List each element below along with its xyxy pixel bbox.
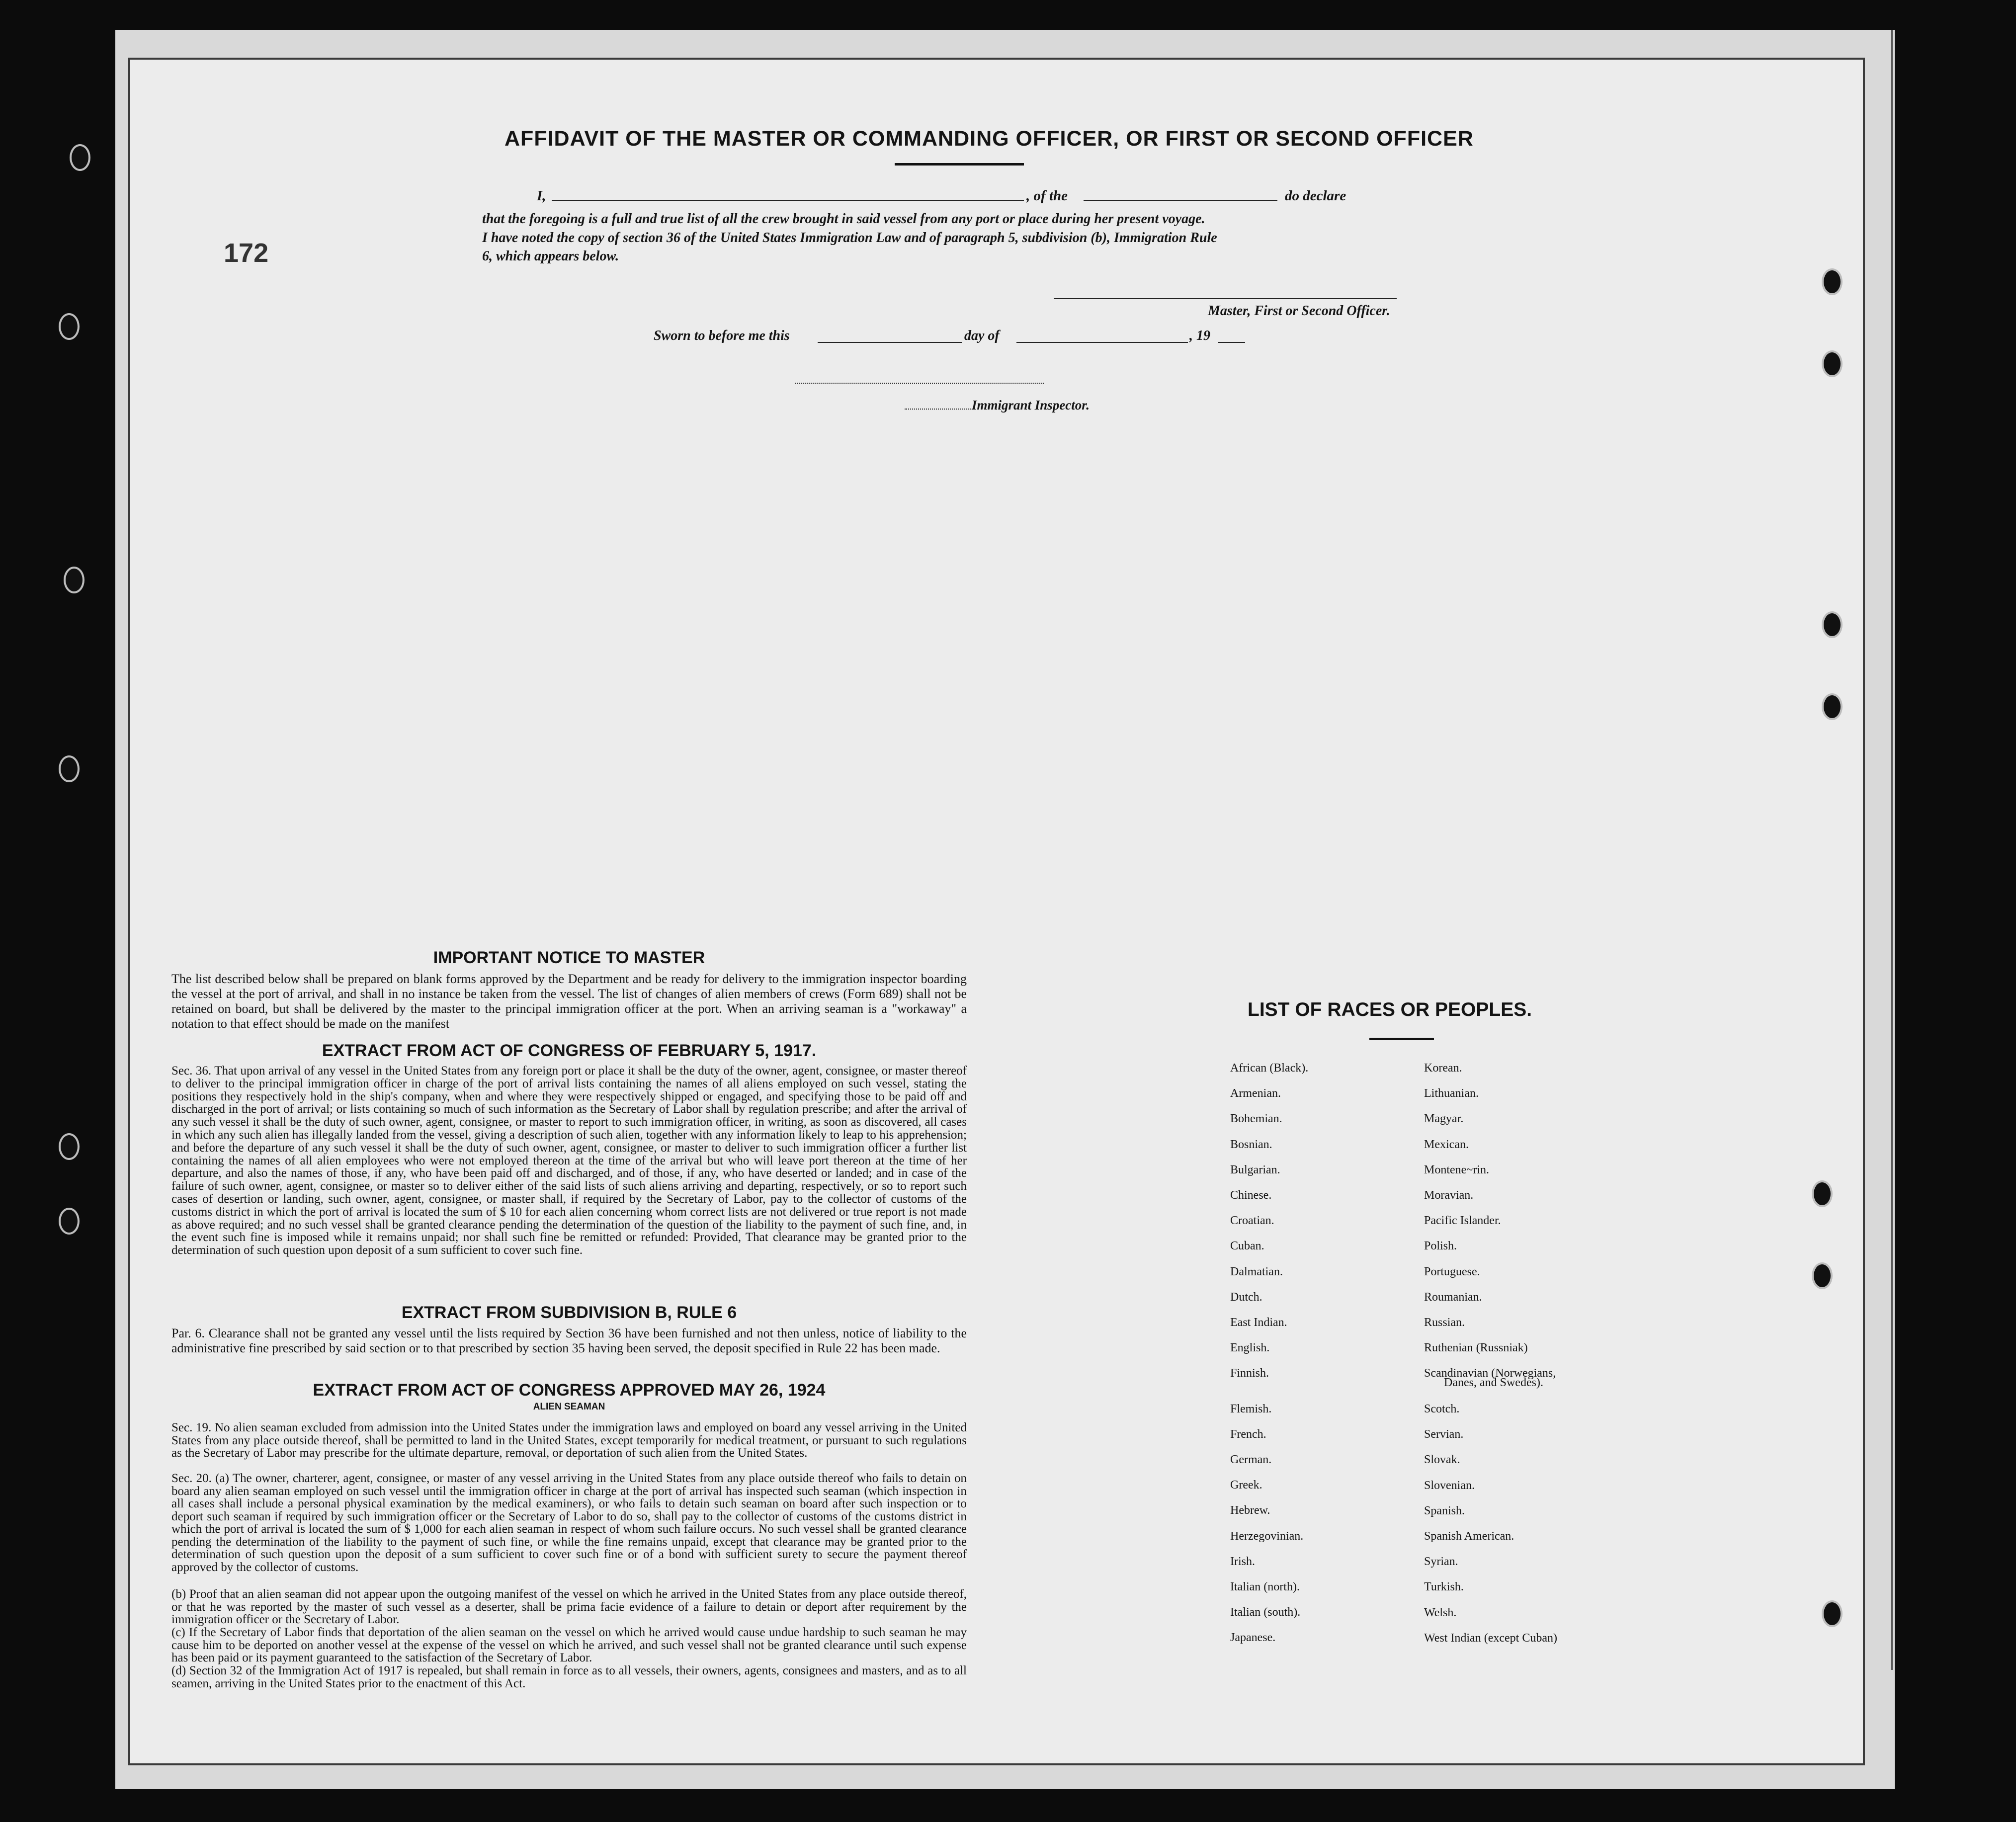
race-item: West Indian (except Cuban) [1424,1631,1557,1645]
binder-hole [1812,1262,1833,1289]
race-item: Polish. [1424,1240,1457,1253]
sworn-label: Sworn to before me this [654,328,790,343]
race-item: Pacific Islander. [1424,1214,1501,1228]
race-item: Syrian. [1424,1555,1458,1569]
affidavit-title: AFFIDAVIT OF THE MASTER OR COMMANDING OFFICER, OR FIRST OR SECOND OFFICER [504,127,1474,151]
rule-6-title: EXTRACT FROM SUBDIVISION B, RULE 6 [401,1303,737,1322]
binder-hole [59,1133,80,1160]
race-item: Finnish. [1230,1367,1269,1380]
binder-hole [59,755,80,782]
race-item: East Indian. [1230,1316,1287,1329]
race-item: Ruthenian (Russniak) [1424,1341,1528,1355]
day-of-label: day of [964,328,1000,343]
race-item: Hebrew. [1230,1504,1270,1517]
race-item: Chinese. [1230,1189,1272,1202]
binder-hole [1822,268,1843,295]
notice-title: IMPORTANT NOTICE TO MASTER [433,948,705,967]
binder-hole [1822,693,1843,720]
race-item: Greek. [1230,1479,1262,1492]
race-item: Scandinavian (Norwegians, [1424,1367,1556,1380]
binder-hole [59,1208,80,1235]
race-item: Armenian. [1230,1087,1281,1100]
race-item: Spanish American. [1424,1530,1514,1543]
race-item: English. [1230,1341,1270,1355]
master-signature-blank[interactable] [1054,298,1397,299]
race-item: Lithuanian. [1424,1087,1479,1100]
affidavit-line-4: 6, which appears below. [482,248,619,264]
page-fold-line [1891,30,1893,1670]
title-underline [895,163,1024,166]
race-item: Turkish. [1424,1580,1464,1594]
name-blank[interactable] [552,200,1024,201]
vessel-blank[interactable] [1084,200,1277,201]
race-item: Bohemian. [1230,1112,1282,1126]
master-label: Master, First or Second Officer. [1208,303,1390,319]
race-item: Cuban. [1230,1240,1264,1253]
race-item: Portuguese. [1424,1265,1480,1278]
sec-19-text: Sec. 19. No alien seaman excluded from admission into the United States under the immigration laws and employed on board any vessel arriving in the United States from any place outside thereof, shall be permitted to land in the United States, except temporarily for medical treatment, or pursuant to such regulations as the Secretary of Labor may prescribe for the ultimate departure, removal, or deportation of such alien from the United States. [171,1421,967,1460]
race-item-continuation: Danes, and Swedes). [1444,1376,1543,1389]
race-item: Japanese. [1230,1631,1276,1645]
extract-1924-title: EXTRACT FROM ACT OF CONGRESS APPROVED MAY 26, 1924 [313,1381,826,1400]
inspector-signature-blank[interactable] [905,409,974,410]
binder-hole [64,567,84,593]
race-item: Roumanian. [1424,1290,1482,1304]
race-item: Servian. [1424,1428,1464,1441]
race-item: Moravian. [1424,1189,1474,1202]
race-item: Bulgarian. [1230,1163,1280,1176]
sworn-month-blank[interactable] [1016,342,1188,343]
race-item: Herzegovinian. [1230,1529,1304,1543]
race-item: Slovak. [1424,1453,1460,1467]
inspector-dotted-line [795,383,1044,384]
race-item: Scotch. [1424,1403,1460,1416]
race-item: Bosnian. [1230,1138,1272,1151]
race-item: Croatian. [1230,1214,1274,1228]
binder-hole [1812,1180,1833,1207]
races-title: LIST OF RACES OR PEOPLES. [1248,999,1532,1020]
sec-20b-text: (b) Proof that an alien seaman did not appear upon the outgoing manifest of the vessel on which he arrived in the United States from any place outside thereof, or that he was reported by the master of such vessel as a deserter, shall be prima facie evidence of a failure to detain or deport after requirement by the immigration officer or the Secretary of Labor. [171,1587,967,1626]
affidavit-line-3: I have noted the copy of section 36 of the United States Immigration Law and of paragraph 5, subdivision (b), Immigration Rule [482,230,1217,246]
binder-hole [70,144,90,171]
extract-1924-subtitle: ALIEN SEAMAN [533,1402,605,1412]
race-item: Italian (south). [1230,1606,1301,1619]
race-item: German. [1230,1453,1272,1466]
race-item: Magyar. [1424,1112,1464,1126]
race-item: French. [1230,1427,1266,1441]
affidavit-i-label: I, [537,188,546,204]
sec-20a-text: Sec. 20. (a) The owner, charterer, agent, consignee, or master of any vessel arriving in the United States from any place outside thereof who fails to detain on board any alien seaman employed on such vessel until the immigration officer in charge at the port of arrival has inspected such seaman (which inspection in all cases shall include a personal physical examination by the medical examiners), or who fails to detain such seaman on board after such inspection or to deport such seaman if required by such immigration officer or the Secretary of Labor to do so, shall pay to the collector of customs of the customs district in which the port of arrival is located the sum of $ 1,000 for each alien seaman in respect of whom such failure occurs. No such vessel shall be granted clearance pending the determination of the liability to the payment of such fine, or while the fine remains unpaid, except that clearance may be granted prior to the determination of such question upon the deposit of a sum sufficient to cover such fine or of a bond with sufficient surety to secure the payment thereof approved by the collector of customs. [171,1472,967,1574]
extract-1917-title: EXTRACT FROM ACT OF CONGRESS OF FEBRUARY 5, 1917. [322,1041,817,1060]
race-item: Flemish. [1230,1402,1272,1415]
rule-6-text: Par. 6. Clearance shall not be granted any vessel until the lists required by Section 36 have been furnished and not then unless, notice of liability to the administrative fine prescribed by said section or to that prescribed by section 35 having been served, the deposit specified in Rule 22 has been made. [171,1326,967,1355]
race-item: Welsh. [1424,1606,1457,1619]
binder-hole [1822,611,1843,638]
affidavit-do-declare: do declare [1285,188,1346,204]
sec-20c-text: (c) If the Secretary of Labor finds that deportation of the alien seaman on the vessel on which he arrived would cause undue hardship to such seaman he may cause him to be deported on another vessel at the expense of the vessel on which he arrived, and such vessel shall not be granted clearance until such expense has been paid or its payment guaranteed to the satisfaction of the Secretary of Labor. [171,1626,967,1664]
race-item: Slovenian. [1424,1479,1475,1492]
race-item: Korean. [1424,1062,1462,1075]
race-item: Russian. [1424,1316,1465,1329]
extract-1917-text: Sec. 36. That upon arrival of any vessel in the United States from any foreign port or place it shall be the duty of the owner, agent, consignee, or master thereof to deliver to the principal immigration officer in charge of the port of arrival lists containing the names of all aliens employed on such vessel, stating the positions they respectively hold in the ship's company, when and where they were respectively shipped or engaged, and specifying those to be paid off and discharged in the port of arrival; or lists containing so much of such information as the Secretary of Labor shall by regulation prescribe; and after the arrival of any such vessel it shall be the duty of such owner, agent, consignee, or master to report to such immigration officer, in writing, as soon as discovered, all cases in which any such alien has illegally landed from the vessel, giving a description of such alien, together with any information likely to leap to his apprehension; and before the departure of any such vessel it shall be the duty of such owner, agent, consignee, or master to deliver to such immigration officer a further list containing the names of all alien employees who were not employed thereon at the time of the arrival but who will leave port thereon at the time of her departure, and also the names of those, if any, who have been paid off and discharged, and of those, if any, who have deserted or landed; and in case of the failure of such owner, agent, consignee, or master so to deliver either of the said lists of such aliens arriving and departing, respectively, or so to report such cases of desertion or landing, such owner, agent, consignee, or master shall, if required by the Secretary of Labor, pay to the collector of customs of the customs district in which the port of arrival is located the sum of $ 10 for each alien concerning whom correct lists are not delivered or true report is not made as above required; and no such vessel shall be granted clearance pending the determination of the question of the liability to the payment of such fine, and, in the event such fine is imposed while it remains unpaid; nor shall such fine be remitted or refunded: Provided, That clearance may be granted prior to the determination of such question upon deposit of a sum sufficient to cover such fine. [171,1064,967,1257]
race-item: Spanish. [1424,1504,1465,1517]
race-item: Dalmatian. [1230,1265,1283,1278]
year-label: , 19 [1189,328,1210,343]
race-item: Dutch. [1230,1290,1262,1304]
races-underline [1369,1038,1434,1040]
race-item: Mexican. [1424,1138,1469,1151]
race-item: Montene~rin. [1424,1163,1489,1176]
race-item: Irish. [1230,1555,1255,1568]
margin-number: 172 [224,238,269,268]
sworn-day-blank[interactable] [818,342,962,343]
sworn-year-blank[interactable] [1218,342,1245,343]
notice-text: The list described below shall be prepared on blank forms approved by the Department and be ready for delivery to the immigration inspector boarding the vessel at the port of arrival, and shall in no instance be taken from the vessel. The list of changes of alien members of crews (Form 689) shall not be retained on board, but shall be delivered by the master to the principal immigration officer at the port. When an arriving seaman is a "workaway" a notation to that effect should be made on the manifest [171,972,967,1031]
affidavit-of-the: , of the [1026,188,1068,204]
race-item: Italian (north). [1230,1580,1300,1593]
sec-20d-text: (d) Section 32 of the Immigration Act of 1917 is repealed, but shall remain in force as to all vessels, their owners, agents, consignees and masters, and as to all seamen, arriving in the United States prior to the enactment of this Act. [171,1664,967,1690]
inspector-label: Immigrant Inspector. [972,398,1090,413]
binder-hole [1822,350,1843,377]
race-item: African (Black). [1230,1062,1309,1075]
affidavit-line-2: that the foregoing is a full and true list of all the crew brought in said vessel from any port or place during her present voyage. [482,211,1205,227]
binder-hole [59,313,80,340]
binder-hole [1822,1600,1843,1627]
